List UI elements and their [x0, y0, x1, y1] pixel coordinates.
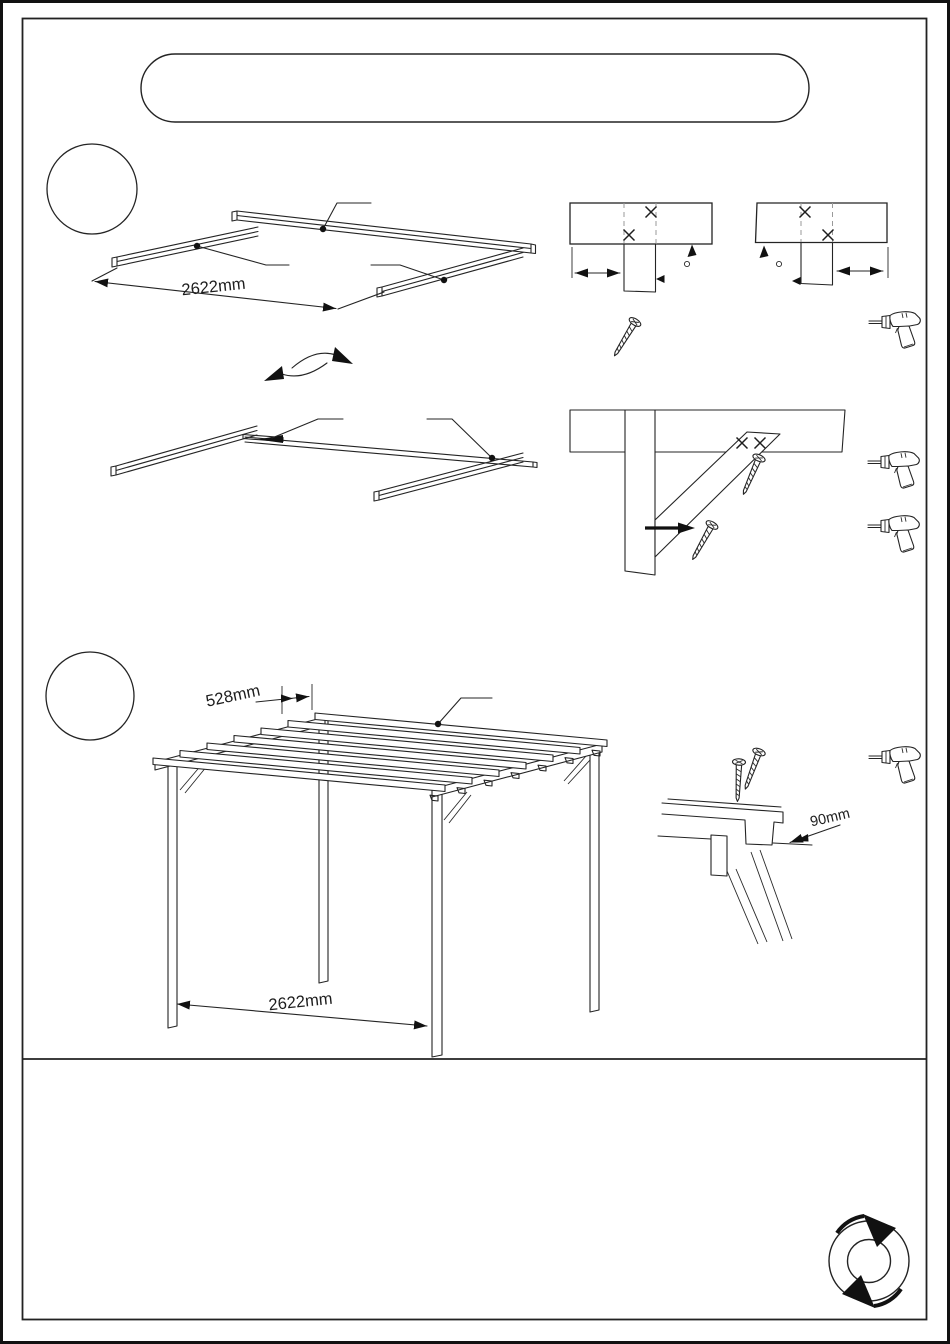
recycle-rotation-icon — [829, 1214, 909, 1308]
dimension-label-rafter-spacing: 528mm — [204, 681, 262, 711]
step-1-badge — [47, 144, 137, 234]
drill-icon — [869, 747, 920, 783]
drill-icon — [868, 452, 919, 488]
title-box — [141, 54, 809, 122]
rotation-arrows-icon — [264, 347, 353, 381]
drill-icon — [868, 516, 919, 552]
pergola-diagram — [153, 682, 607, 1057]
screw-position-detail-right — [756, 203, 889, 285]
screw-position-detail-left — [570, 203, 712, 292]
dimension-label-notch: 90mm — [808, 805, 852, 831]
corner-brace-detail — [570, 410, 845, 575]
screw-icon — [609, 316, 643, 359]
dimension-label-post-spacing: 2622mm — [267, 989, 334, 1015]
drill-icon — [869, 312, 920, 348]
frame-flipped-diagram — [111, 419, 537, 501]
frame-assembly-diagram — [92, 203, 536, 309]
step-2-badge — [46, 652, 134, 740]
notch-detail — [658, 747, 852, 944]
dimension-label-frame: 2622mm — [180, 274, 247, 300]
